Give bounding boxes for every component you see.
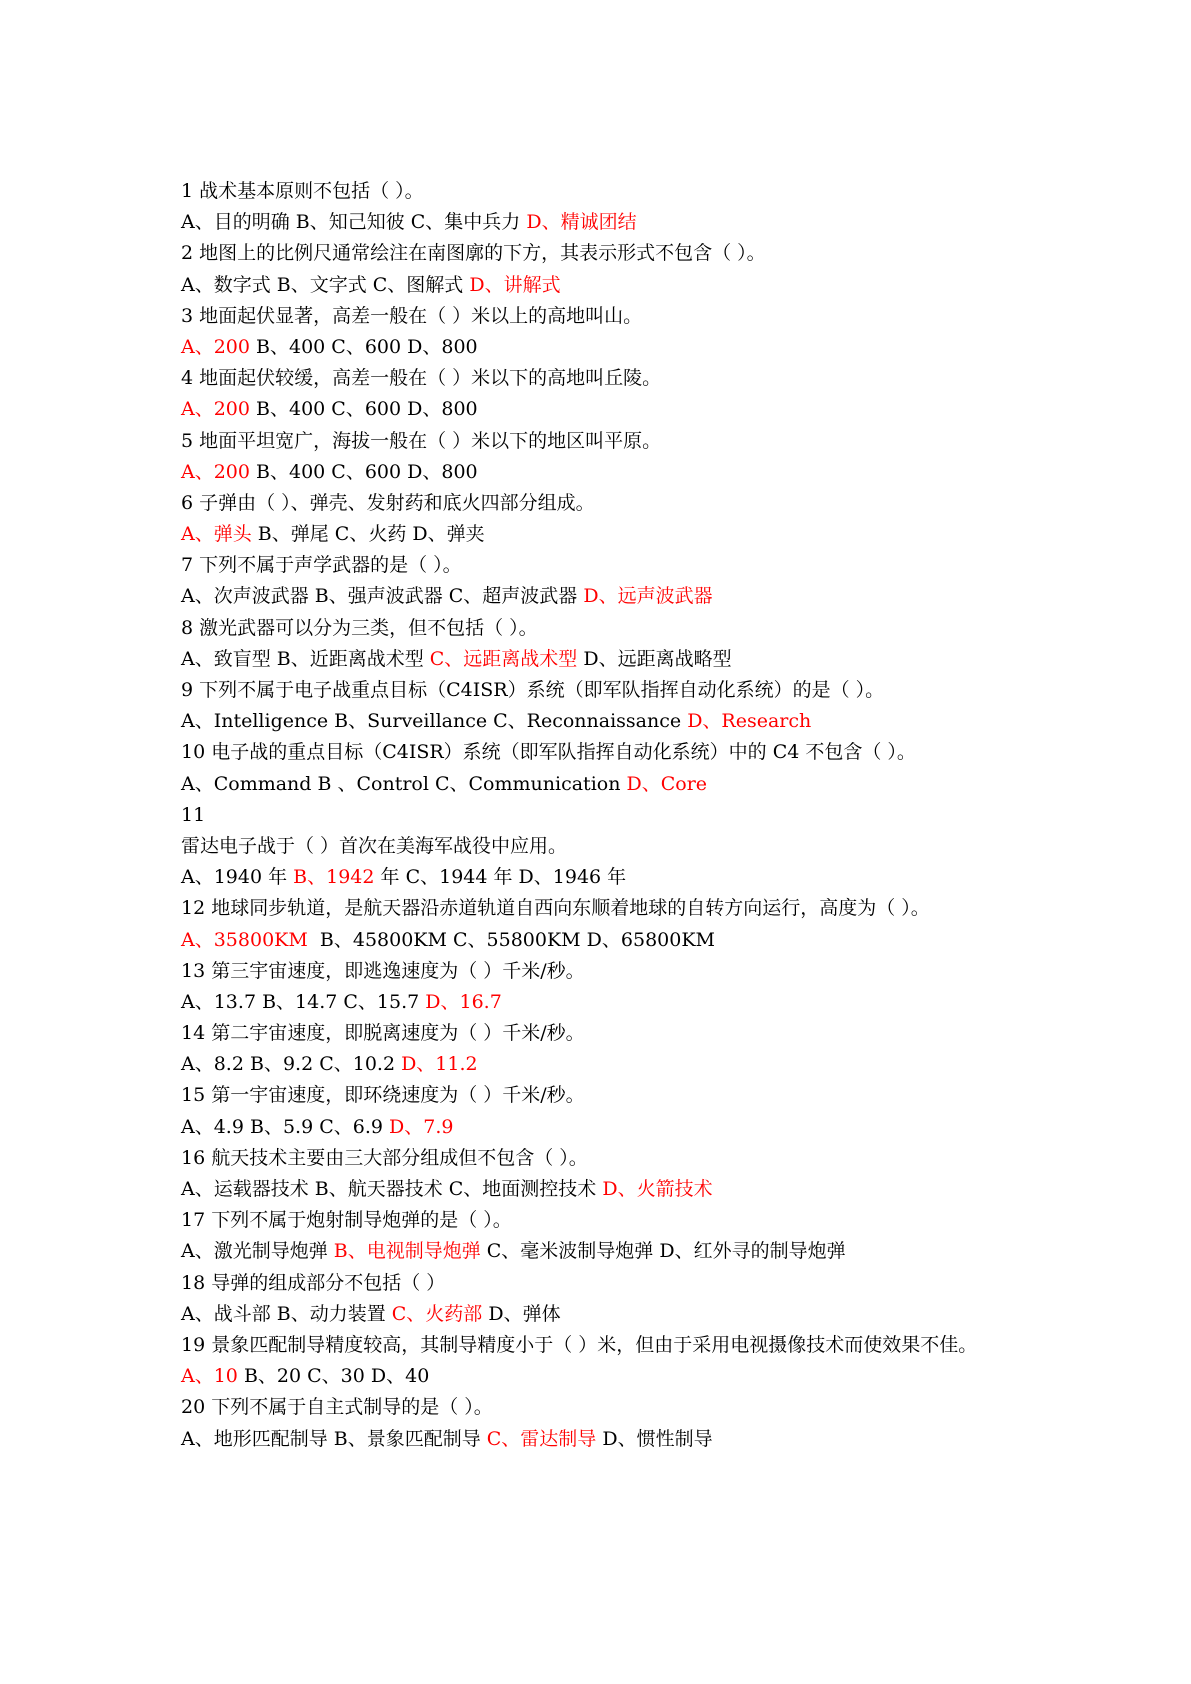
text-line bbox=[181, 956, 1021, 987]
answer-text: C、远距离战术型 bbox=[429, 647, 578, 670]
answer-text: D、讲解式 bbox=[469, 273, 561, 296]
line-text: 8 激光武器可以分为三类，但不包括（ ）。 bbox=[181, 616, 538, 639]
line-text: A、13.7 B、14.7 C、15.7 bbox=[181, 990, 426, 1013]
text-line bbox=[181, 1424, 1021, 1455]
line-text: A、4.9 B、5.9 C、6.9 bbox=[181, 1115, 389, 1138]
line-text: A、战斗部 B、动力装置 bbox=[181, 1302, 392, 1325]
line-text: B、弹尾 C、火药 D、弹夹 bbox=[251, 523, 485, 546]
document-body bbox=[181, 176, 1021, 1455]
line-text: 2 地图上的比例尺通常绘注在南图廓的下方，其表示形式不包含（ ）。 bbox=[181, 242, 766, 265]
line-text: B、45800KM C、55800KM D、65800KM bbox=[307, 928, 715, 951]
text-line bbox=[181, 831, 1021, 862]
line-text: 4 地面起伏较缓，高差一般在（ ）米以下的高地叫丘陵。 bbox=[181, 367, 662, 390]
line-text: B、20 C、30 D、40 bbox=[237, 1365, 430, 1388]
line-text: A、致盲型 B、近距离战术型 bbox=[181, 647, 430, 670]
text-line bbox=[181, 1205, 1021, 1236]
text-line bbox=[181, 426, 1021, 457]
line-text: 5 地面平坦宽广，海拔一般在（ ）米以下的地区叫平原。 bbox=[181, 429, 662, 452]
text-line bbox=[181, 1268, 1021, 1299]
text-line bbox=[181, 301, 1021, 332]
text-line bbox=[181, 394, 1021, 425]
text-line bbox=[181, 1143, 1021, 1174]
answer-text: D、Core bbox=[626, 772, 708, 795]
answer-text: D、11.2 bbox=[401, 1053, 478, 1076]
line-text: A、运载器技术 B、航天器技术 C、地面测控技术 bbox=[181, 1178, 603, 1200]
text-line bbox=[181, 862, 1021, 893]
line-text: 6 子弹由（ ）、弹壳、发射药和底火四部分组成。 bbox=[181, 491, 595, 514]
line-text: 9 下列不属于电子战重点目标（C4ISR）系统（即军队指挥自动化系统）的是（ ）。 bbox=[181, 679, 885, 701]
line-text: A、次声波武器 B、强声波武器 C、超声波武器 bbox=[181, 585, 584, 608]
line-text: A、目的明确 B、知己知彼 C、集中兵力 bbox=[181, 211, 527, 234]
answer-text: A、弹头 bbox=[181, 523, 252, 546]
text-line bbox=[181, 457, 1021, 488]
text-line bbox=[181, 1361, 1021, 1392]
line-text: 雷达电子战于（ ）首次在美海军战役中应用。 bbox=[181, 834, 568, 857]
text-line bbox=[181, 519, 1021, 550]
text-line bbox=[181, 675, 1021, 706]
line-text: 18 导弹的组成部分不包括（ ） bbox=[181, 1271, 446, 1294]
text-line bbox=[181, 238, 1021, 269]
line-text: 3 地面起伏显著，高差一般在（ ）米以上的高地叫山。 bbox=[181, 304, 643, 327]
answer-text: D、远声波武器 bbox=[583, 585, 713, 608]
text-line bbox=[181, 893, 1021, 924]
answer-text: C、火药部 bbox=[391, 1302, 483, 1325]
line-text: D、远距离战略型 bbox=[577, 647, 732, 670]
answer-text: B、电视制导炮弹 bbox=[333, 1240, 481, 1263]
line-text: 16 航天技术主要由三大部分组成但不包含（ ）。 bbox=[181, 1146, 588, 1169]
line-text: A、Intelligence B、Surveillance C、Reconnaissance bbox=[181, 710, 688, 733]
text-line bbox=[181, 800, 1021, 831]
text-line bbox=[181, 925, 1021, 956]
text-line bbox=[181, 550, 1021, 581]
answer-text: B、1942 bbox=[293, 866, 375, 889]
line-text: B、400 C、600 D、800 bbox=[250, 460, 478, 483]
line-text: 12 地球同步轨道，是航天器沿赤道轨道自西向东顺着地球的自转方向运行，高度为（ ）。 bbox=[181, 897, 930, 920]
text-line bbox=[181, 1018, 1021, 1049]
answer-text: A、200 bbox=[181, 335, 250, 358]
text-line bbox=[181, 1236, 1021, 1267]
answer-text: C、雷达制导 bbox=[486, 1427, 597, 1450]
line-text: 13 第三宇宙速度，即逃逸速度为（ ）千米/秒。 bbox=[181, 959, 585, 982]
answer-text: A、10 bbox=[181, 1365, 238, 1388]
line-text: A、1940 年 bbox=[181, 866, 294, 889]
answer-text: A、35800KM bbox=[181, 928, 308, 951]
line-text: 20 下列不属于自主式制导的是（ ）。 bbox=[181, 1396, 493, 1419]
text-line bbox=[181, 987, 1021, 1018]
line-text: 15 第一宇宙速度，即环绕速度为（ ）千米/秒。 bbox=[181, 1084, 585, 1107]
line-text: C、毫米波制导炮弹 D、红外寻的制导炮弹 bbox=[480, 1240, 846, 1263]
line-text: 1 战术基本原则不包括（ ）。 bbox=[181, 180, 424, 202]
answer-text: A、200 bbox=[181, 460, 250, 483]
text-line bbox=[181, 1299, 1021, 1330]
line-text: B、400 C、600 D、800 bbox=[250, 335, 478, 358]
text-line bbox=[181, 1112, 1021, 1143]
line-text: 年 C、1944 年 D、1946 年 bbox=[374, 866, 627, 889]
line-text: A、数字式 B、文字式 C、图解式 bbox=[181, 273, 470, 296]
answer-text: D、火箭技术 bbox=[602, 1178, 713, 1200]
line-text: D、惯性制导 bbox=[596, 1427, 713, 1450]
text-line bbox=[181, 270, 1021, 301]
text-line bbox=[181, 332, 1021, 363]
text-line bbox=[181, 613, 1021, 644]
text-line bbox=[181, 207, 1021, 238]
text-line bbox=[181, 363, 1021, 394]
line-text: 14 第二宇宙速度，即脱离速度为（ ）千米/秒。 bbox=[181, 1022, 585, 1045]
text-line bbox=[181, 1392, 1021, 1423]
text-line bbox=[181, 706, 1021, 737]
line-text: A、Command B 、Control C、Communication bbox=[181, 772, 627, 795]
text-line bbox=[181, 737, 1021, 768]
line-text: D、弹体 bbox=[482, 1302, 561, 1325]
answer-text: A、200 bbox=[181, 398, 250, 421]
text-line bbox=[181, 581, 1021, 612]
text-line bbox=[181, 1174, 1021, 1205]
answer-text: D、精诚团结 bbox=[526, 211, 637, 234]
line-text: B、400 C、600 D、800 bbox=[250, 398, 478, 421]
text-line bbox=[181, 1330, 1021, 1361]
line-text: A、地形匹配制导 B、景象匹配制导 bbox=[181, 1427, 487, 1450]
line-text: 17 下列不属于炮射制导炮弹的是（ ）。 bbox=[181, 1209, 512, 1232]
line-text: 7 下列不属于声学武器的是（ ）。 bbox=[181, 554, 462, 577]
line-text: 10 电子战的重点目标（C4ISR）系统（即军队指挥自动化系统）中的 C4 不包含（ ）。 bbox=[181, 741, 916, 764]
text-line bbox=[181, 488, 1021, 519]
line-text: 11 bbox=[181, 803, 206, 826]
line-text: A、8.2 B、9.2 C、10.2 bbox=[181, 1053, 402, 1076]
line-text: A、激光制导炮弹 bbox=[181, 1240, 334, 1263]
line-text: 19 景象匹配制导精度较高，其制导精度小于（ ）米，但由于采用电视摄像技术而使效果不佳。 bbox=[181, 1333, 978, 1356]
text-line bbox=[181, 644, 1021, 675]
text-line bbox=[181, 176, 1021, 207]
text-line bbox=[181, 1080, 1021, 1111]
text-line bbox=[181, 769, 1021, 800]
text-line bbox=[181, 1049, 1021, 1080]
answer-text: D、16.7 bbox=[425, 990, 502, 1013]
answer-text: D、Research bbox=[687, 710, 812, 733]
answer-text: D、7.9 bbox=[389, 1115, 454, 1138]
